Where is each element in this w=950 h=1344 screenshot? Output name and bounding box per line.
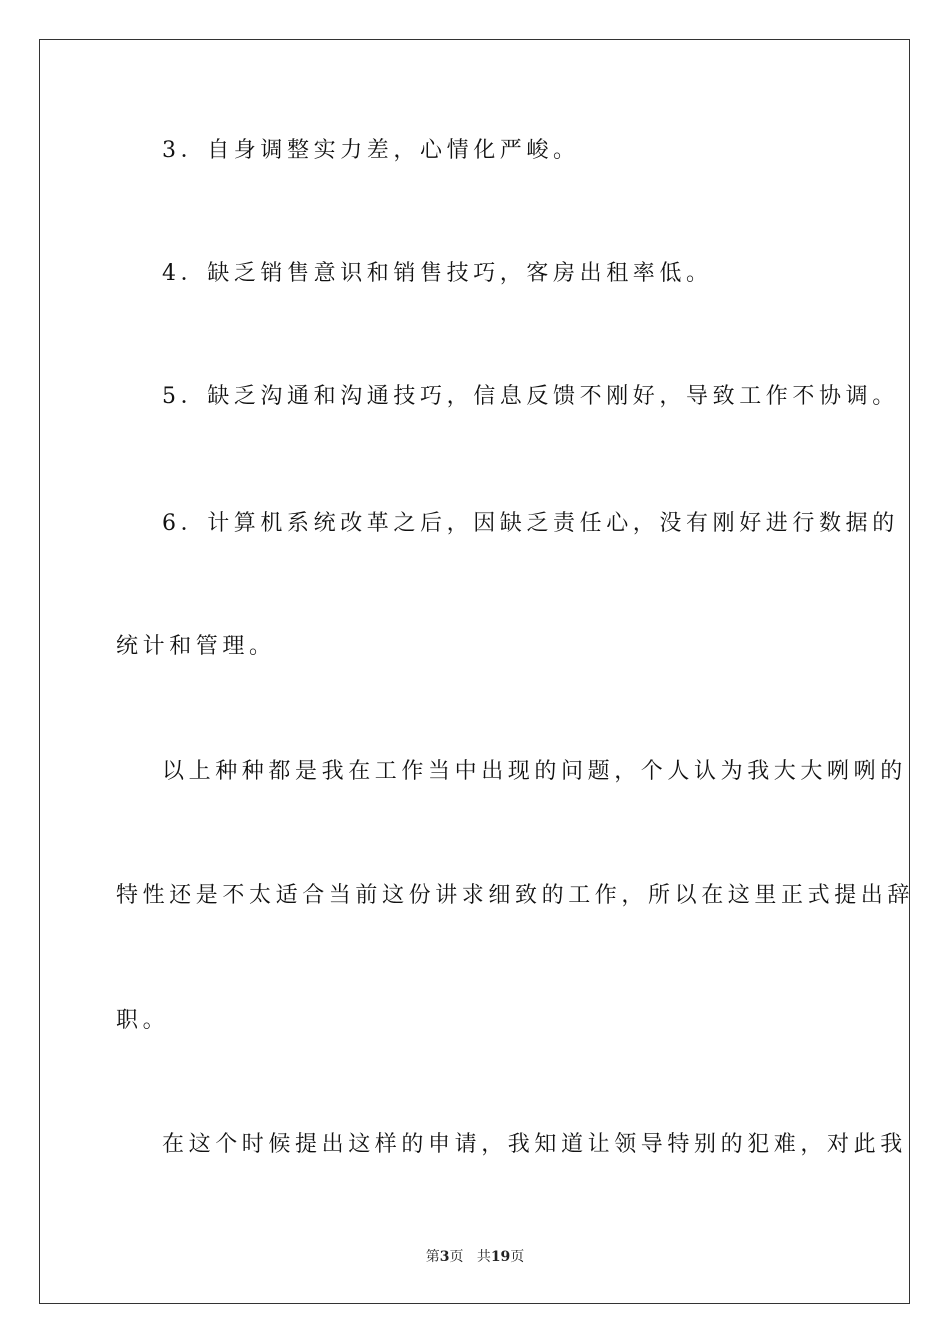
paragraph-line: 4．缺乏销售意识和销售技巧，客房出租率低。 xyxy=(162,261,713,286)
paragraph-line: 特性还是不太适合当前这份讲求细致的工作，所以在这里正式提出辞 xyxy=(116,883,915,908)
footer-total-pages: 19 xyxy=(490,1249,511,1265)
page-border xyxy=(39,39,910,1304)
paragraph-line: 以上种种都是我在工作当中出现的问题，个人认为我大大咧咧的 xyxy=(162,759,907,784)
paragraph-line: 6．计算机系统改革之后，因缺乏责任心，没有刚好进行数据的 xyxy=(162,511,899,536)
footer-current-page: 3 xyxy=(439,1249,450,1265)
paragraph-line: 在这个时候提出这样的申请，我知道让领导特别的犯难，对此我 xyxy=(162,1132,907,1157)
footer-page-word: 页 xyxy=(449,1249,464,1265)
paragraph-line: 统计和管理。 xyxy=(116,634,276,659)
footer-prefix: 第 xyxy=(425,1249,440,1265)
paragraph-line: 3．自身调整实力差，心情化严峻。 xyxy=(162,138,580,163)
paragraph-line: 职。 xyxy=(116,1008,170,1033)
footer-total-suffix: 页 xyxy=(510,1249,525,1265)
footer-total-prefix: 共 xyxy=(476,1249,491,1265)
page-footer xyxy=(0,1247,950,1267)
paragraph-line: 5．缺乏沟通和沟通技巧，信息反馈不刚好，导致工作不协调。 xyxy=(162,384,899,409)
